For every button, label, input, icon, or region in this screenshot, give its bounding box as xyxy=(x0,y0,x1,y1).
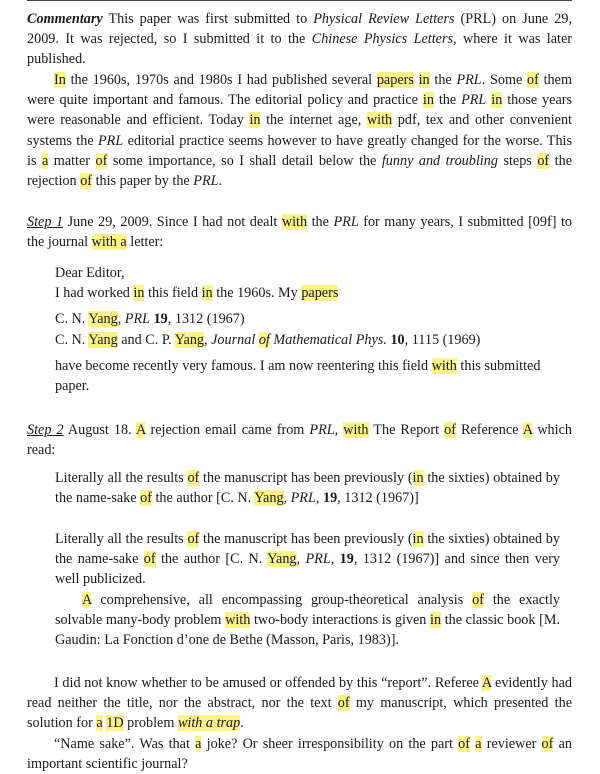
step-2-paragraph: Step 2 August 18. A rejection email came from PRL, with The Report of Reference A which read: xyxy=(27,422,572,459)
history-paragraph: In the 1960s, 1970s and 1980s I had published several papers in the PRL. Some of them were quite important and famous. The editorial policy and practice in the PRL in those years were reasonable and efficient. Today in the internet age, with pdf, tex and other convenient systems the PRL editorial practice seems however to have greatly changed for the worse. This is a matter of some importance, so I shall detail below the funny and troubling steps of the rejection of this paper by the PRL. xyxy=(27,72,572,190)
step-1-label: Step 1 xyxy=(27,214,64,230)
step-1-paragraph: Step 1 June 29, 2009. Since I had not dealt with the PRL for many years, I submitted [09f] to the journal with a letter: xyxy=(27,214,573,251)
letter-reference-1: C. N. Yang, PRL 19, 1312 (1967) xyxy=(55,311,245,328)
referee-report-quote-2: Literally all the results of the manuscript has been previously (in the sixties) obtained by the name-sake of the author [C. N. Yang, PRL, 19, 1312 (1967)] and since then very well publicized. A comprehensive, all encompassing group-theoretical analysis of the exactly solvable many-body problem with two-body interactions is given in the classic book [M. Gaudin: La Fonction d’one de Bethe (Masson, Paris, 1983)]. xyxy=(55,531,561,649)
submission-letter xyxy=(27,263,572,396)
closing-paragraph-2: “Name sake”. Was that a joke? Or sheer irresponsibility on the part of a reviewer of an important scientific journal? xyxy=(27,736,572,773)
step-2-label: Step 2 xyxy=(27,422,64,438)
referee-report-quote-1: Literally all the results of the manuscript has been previously (in the sixties) obtained by the name-sake of the author [C. N. Yang, PRL, 19, 1312 (1967)] xyxy=(55,470,560,507)
top-rule xyxy=(27,0,572,1)
letter-salutation: Dear Editor, xyxy=(55,265,125,281)
letter-line-1: I had worked in this field in the 1960s. My papers xyxy=(55,285,339,302)
letter-line-2: have become recently very famous. I am now reentering this field with this submitted paper. xyxy=(55,357,541,395)
commentary-paragraph: Commentary This paper was first submitted to Physical Review Letters (PRL) on June 29, 2009. It was rejected, so I submitted it to the Chinese Physics Letters, where it was later published. xyxy=(27,11,573,68)
letter-reference-2: C. N. Yang and C. P. Yang, Journal of Mathematical Phys. 10, 1115 (1969) xyxy=(55,331,481,348)
commentary-heading: Commentary xyxy=(27,11,103,27)
closing-paragraph-1: I did not know whether to be amused or offended by this “report”. Referee A evidently had read neither the title, nor the abstract, nor the text of my manuscript, which presented the solution for a 1D problem with a trap. xyxy=(27,675,573,732)
